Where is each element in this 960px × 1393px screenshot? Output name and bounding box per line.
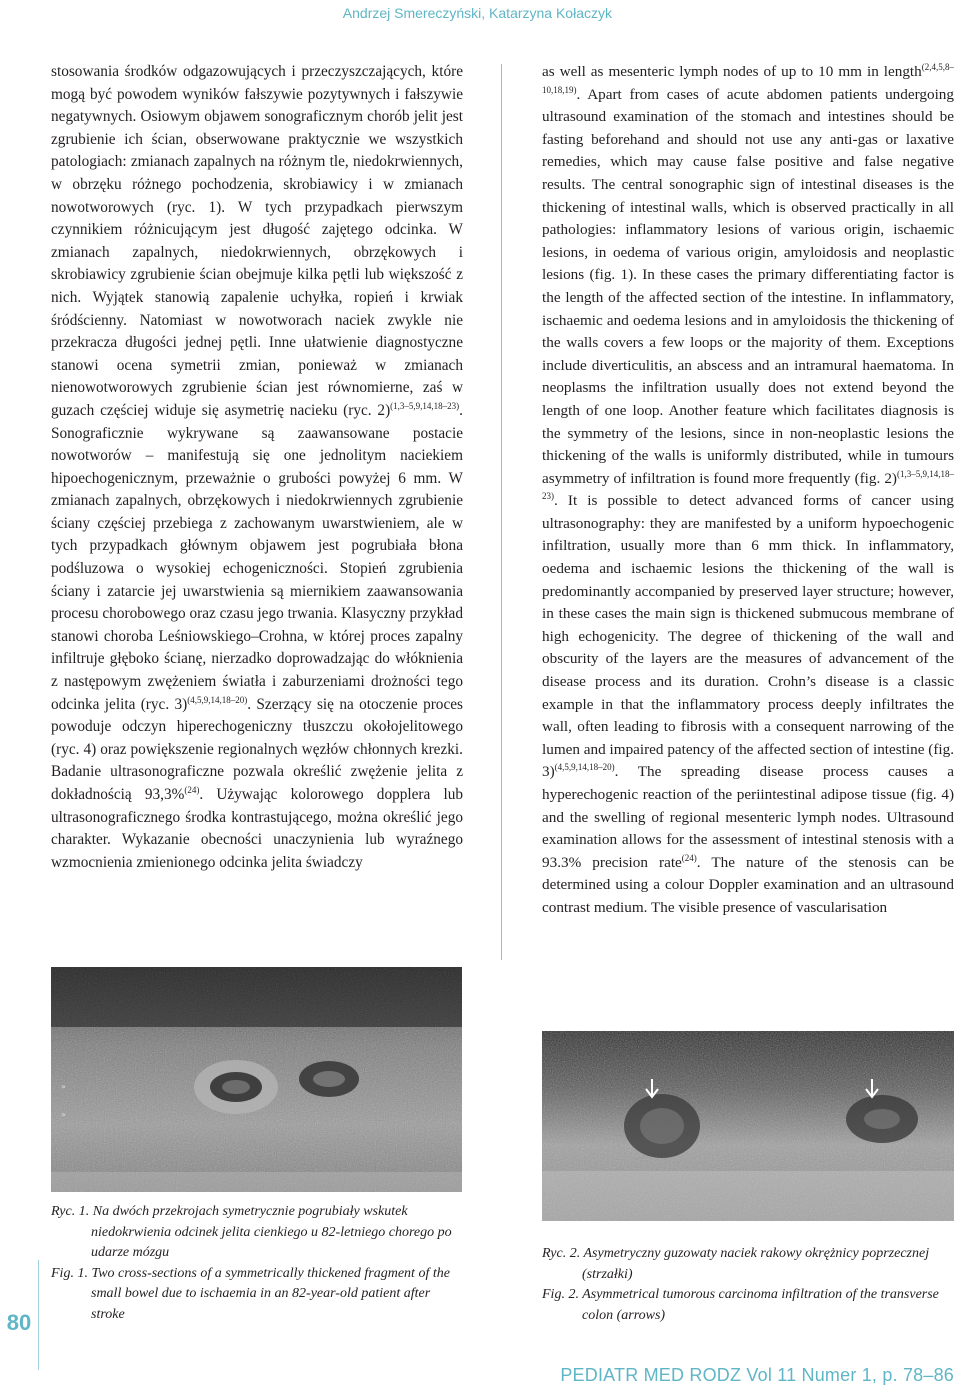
right-column-english (542, 61, 954, 920)
page-number-rule (38, 1260, 39, 1370)
reference: (1,3–5,9,14,18–23) (542, 468, 954, 502)
text-run: as well as mesenteric lymph nodes of up to 10 mm in length (542, 63, 922, 80)
column-divider (501, 64, 502, 960)
reference: (4,5,9,14,18–20) (554, 762, 615, 773)
svg-text:»: » (61, 1082, 66, 1091)
text-run: . It is possible to detect advanced forms of cancer using ultrasonography: they are manifested by a uniform hypoechogenic infiltration, usually more than 6 mm thick. In inflammatory, oedema and ischaemic lesions the thickening of the wall is predominantly accompanied by preserved layer structure; however, in these cases the main sign is thickened submucous membrane of high echogenicity. The degree of thickening of the wall and obscurity of the layers are the measures of advancement of the disease process and its duration. Crohn’s disease is a classic example in that the inflammatory process deeply infiltrates the wall, often leading to fibrosis with a consequent narrowing of the lumen and impaired patency of the affected section of intestine (fig. 3) (542, 492, 954, 781)
caption-polish: Ryc. 2. Asymetryczny guzowaty naciek rakowy okrężnicy poprzecznej (strzałki) (542, 1246, 930, 1282)
left-paragraph (51, 61, 463, 874)
reference: (24) (184, 784, 200, 795)
text-run: . The nature of the stenosis can be determined using a colour Doppler examination and an ultrasound contrast medium. The visible presence of vascularisation (542, 853, 954, 916)
reference: (4,5,9,14,18–20) (187, 694, 248, 705)
caption-english: Fig. 1. Two cross-sections of a symmetrically thickened fragment of the small bowel due to ischaemia in an 82-year-old patient after stroke (51, 1265, 450, 1322)
svg-text:»: » (61, 1110, 66, 1119)
journal-footer: PEDIATR MED RODZ Vol 11 Numer 1, p. 78–86 (560, 1365, 954, 1385)
right-paragraph (542, 61, 954, 920)
left-column-polish (51, 61, 463, 874)
figure-2-ultrasound (542, 1031, 954, 1221)
text-run: stosowania środków odgazowujących i przeczyszczających, które mogą być powodem wyników fałszywie pozytywnych i fałszywie negatywnych. Osiowym objawem sonograficznym chorób jelit jest zgrubienie ich ścian, obserwowane praktycznie we wszystkich patologiach: zmianach zapalnych na różnym tle, niedokrwiennych, w obrzęku różnego pochodzenia, skrobiawicy i w zmianach nowotworowych (ryc. 1). W tych przypadkach pierwszym czynnikiem różnicującym jest długość zajętego odcinka. W zmianach zapalnych, niedokrwiennych, obrzękowych i skrobiawicy zgrubienie ścian obejmuje kilka pętli lub większość z nich. Wyjątek stanowią zapalenie uchyłka, ropień i krwiak śródścienny. Natomiast w nowotworach naciek zwykle nie przekracza długości jednej pętli. Inne ułatwienie diagnostyczne stanowi ocena symetrii zmian, ponieważ w zmianach nienowotworowych zgrubienie ścian jest równomierne, zaś w guzach częściej widuje się asymetrię nacieku (ryc. 2) (51, 63, 463, 419)
text-run: . Używając kolorowego dopplera lub ultrasonograficznego środka kontrastującego, można określić jego charakter. Wykazanie obecności unaczynienia lub wyraźnego wzmocnienia zmienionego odcinka jelita świadczy (51, 786, 463, 871)
caption-english: Fig. 2. Asymmetrical tumorous carcinoma infiltration of the transverse colon (arrows) (542, 1287, 939, 1323)
figure-1-caption (51, 1202, 463, 1325)
text-run: . The spreading disease process causes a hyperechogenic reaction of the periintestinal adipose tissue (fig. 4) and the swelling of regional mesenteric lymph nodes. Ultrasound examination allows for the assessment of intestinal stenosis with a 93.3% precision rate (542, 763, 954, 871)
figure-2-caption (542, 1244, 954, 1326)
caption-polish: Ryc. 1. Na dwóch przekrojach symetrycznie pogrubiały wskutek niedokrwienia odcinek jelita cienkiego u 82-letniego chorego po udarze mózgu (51, 1204, 452, 1260)
page-number: 80 (6, 1310, 32, 1335)
figure-1-ultrasound (51, 967, 462, 1192)
ultrasound-image-2 (542, 1031, 954, 1221)
reference: (24) (681, 852, 697, 863)
reference: (2,4,5,8–10,18,19) (542, 61, 954, 95)
reference: (1,3–5,9,14,18–23) (390, 400, 460, 411)
text-run: . Szerzący się na otoczenie proces powoduje odczyn hiperechogeniczny tłuszczu okołojelitowego (ryc. 4) oraz powiększenie regionalnych węzłów chłonnych krezki. Badanie ultrasonograficzne pozwala określić zwężenie jelita z dokładnością 93,3% (51, 695, 463, 803)
ultrasound-image-1 (51, 967, 462, 1192)
text-run: . Sonograficznie wykrywane są zaawansowane postacie nowotworów – manifestują się one jednolitym naciekiem hipoechogenicznym, przeważnie o grubości powyżej 6 mm. W zmianach zapalnych, obrzękowych i niedokrwiennych zgrubienie ściany częściej przebiega z zachowanym uwarstwieniem, ale w tych przypadkach głównym objawem jest pogrubiała błona podśluzowa o wysokiej echogeniczności. Stopień zgrubienia ściany i zatarcie jej uwarstwienia są miernikiem zaawansowania procesu chorobowego oraz czasu jego trwania. Klasyczny przykład stanowi choroba Leśniowskiego–Crohna, w której proces zapalny infiltruje głęboko ścianę, nierzadko doprowadzając do włóknienia z następowym zwężeniem światła i zaburzeniami drożności tego odcinka jelita (ryc. 3) (51, 401, 464, 713)
running-header: Andrzej Smereczyński, Katarzyna Kołaczyk (342, 5, 612, 21)
text-run: . Apart from cases of acute abdomen patients undergoing ultrasound examination of the stomach and intestines should be fasting beforehand and should not use any anti-gas or laxative remedies, which may cause false positive and false negative results. The central sonographic sign of intestinal diseases is the thickening of intestinal walls, which is observed practically in all pathologies: inflammatory lesions of various origin, ischaemic lesions, in oedema of various origin, amyloidosis and neoplastic lesions (fig. 1). In these cases the primary differentiating factor is the length of the affected section of the intestine. In inflammatory, ischaemic and oedema lesions and in amyloidosis the thickening of the walls covers a few loops or the majority of them. Exceptions include diverticulitis, an abscess and an intramural haematoma. In neoplasms the infiltration usually does not extend beyond the length of one loop. Another feature which facilitates diagnosis is the symmetry of the lesions, since in non-neoplastic lesions the thickening of the walls is uniformly distributed, while in tumours asymmetry of infiltration is found more frequently (fig. 2) (542, 85, 954, 487)
